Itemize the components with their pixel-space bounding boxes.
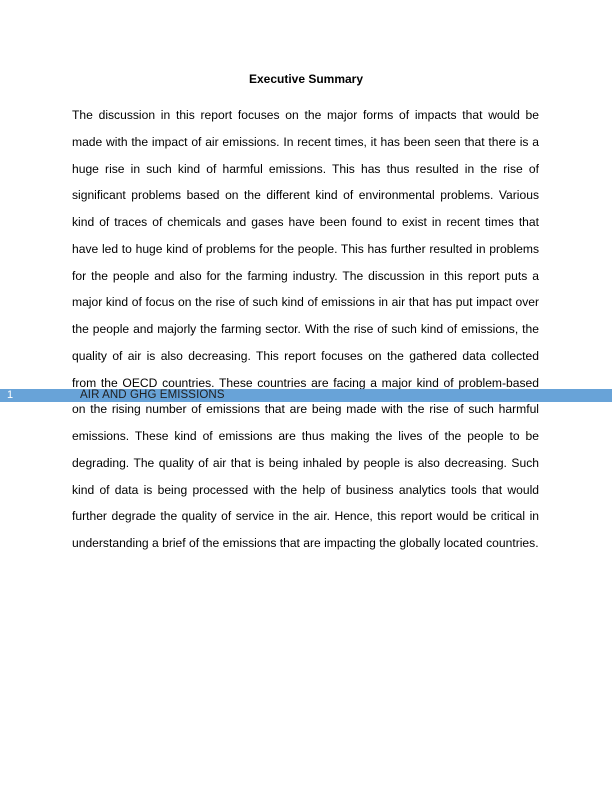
running-header-title: AIR AND GHG EMISSIONS bbox=[80, 389, 225, 401]
section-title: Executive Summary bbox=[248, 72, 364, 86]
executive-summary-paragraph: The discussion in this report focuses on the major forms of impacts that would be made with the impact of air emissions. In recent times, it has been seen that there is a huge rise in such kind of harmful emissions. This has thus resulted in the rise of significant problems based on the different kind of environmental problems. Various kind of traces of chemicals and gases have been found to exist in recent times that have led to huge kind of problems for the people. This has further resulted in problems for the people and also for the farming industry. The discussion in this report puts a major kind of focus on the rise of such kind of emissions in air that has put impact over the people and majorly the farming sector. With the rise of such kind of emissions, the quality of air is also decreasing. This report focuses on the gathered data collected from the OECD countries. These countries are facing a major kind of problem-based on the rising number of emissions that are being made with the rise of such harmful emissions. These kind of emissions are thus making the lives of the people to be degrading. The quality of air that is being inhaled by people is also decreasing. Such kind of data is being processed with the help of business analytics tools that would further degrade the quality of service in the air. Hence, this report would be critical in understanding a brief of the emissions that are impacting the globally located countries. bbox=[72, 108, 539, 550]
page-number: 1 bbox=[7, 389, 14, 401]
